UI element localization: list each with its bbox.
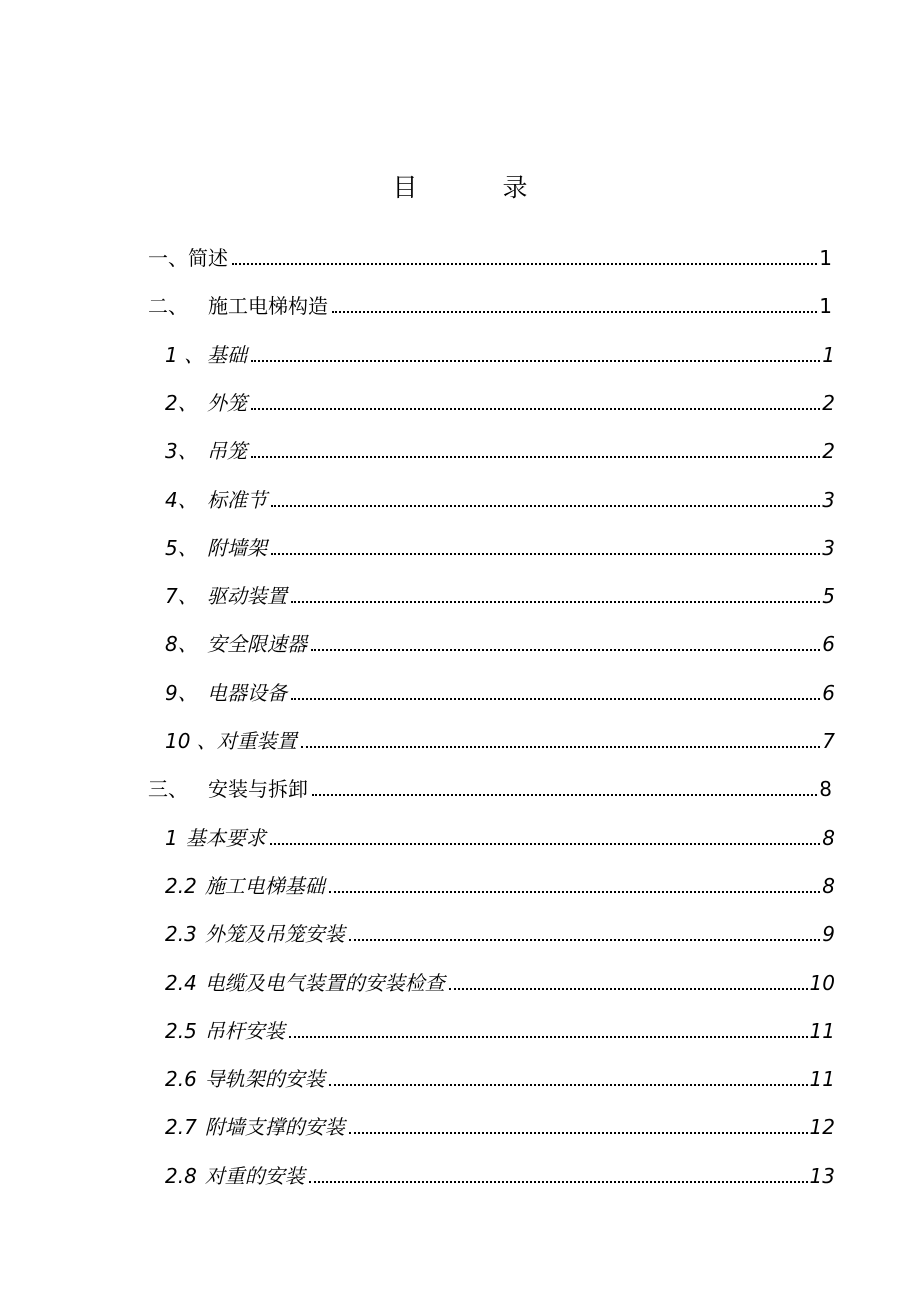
toc-entry-page: 11: [809, 1018, 835, 1043]
toc-entry-number: 5、: [165, 535, 198, 560]
toc-entry[interactable]: [148, 773, 832, 803]
toc-entry-number: 4、: [165, 487, 198, 512]
toc-entry-page: 12: [809, 1115, 835, 1140]
dot-leader: [232, 263, 817, 265]
toc-entry[interactable]: [165, 339, 835, 369]
toc-entry-number: 2.5: [165, 1018, 197, 1043]
dot-leader: [291, 601, 820, 603]
toc-entry-label: 外笼及吊笼安装: [204, 922, 345, 947]
toc-entry-number: 二、: [148, 294, 188, 319]
toc-entry-number: 2.8: [165, 1163, 197, 1188]
toc-entry-label: 外笼: [207, 390, 247, 415]
toc-entry[interactable]: [165, 387, 835, 417]
dot-leader: [312, 794, 817, 796]
toc-entry-number: 三、: [148, 777, 188, 802]
toc-entry-label: 简述: [188, 246, 228, 270]
toc-entry-number: 9、: [165, 680, 198, 705]
toc-entry-page: 7: [822, 729, 835, 753]
toc-entry-page: 13: [809, 1163, 835, 1188]
dot-leader: [270, 843, 821, 845]
toc-title: 目 录: [392, 173, 558, 202]
toc-entry-label: 电缆及电气装置的安装检查: [204, 970, 445, 995]
toc-entry-page: 5: [822, 584, 835, 609]
toc-entry-label: 吊笼: [207, 439, 247, 464]
toc-entry[interactable]: [165, 628, 835, 658]
toc-entry-number: 10 、: [165, 729, 217, 753]
dot-leader: [271, 505, 820, 507]
toc-entry-number: 1: [165, 825, 178, 850]
dot-leader: [271, 553, 820, 555]
toc-entry-page: 1: [822, 342, 835, 367]
toc-entry[interactable]: [165, 1111, 835, 1141]
toc-entry-label: 施工电梯构造: [208, 294, 328, 319]
toc-entry-label: 基础: [207, 342, 247, 367]
toc-entry[interactable]: [165, 1160, 835, 1190]
dot-leader: [449, 988, 808, 990]
toc-entry-number: 3、: [165, 439, 198, 464]
toc-entry-label: 对重的安装: [204, 1163, 305, 1188]
dot-leader: [251, 408, 820, 410]
toc-entry-label: 导轨架的安装: [204, 1067, 325, 1092]
toc-entry-label: 安装与拆卸: [208, 777, 308, 802]
dot-leader: [311, 649, 820, 651]
toc-entry[interactable]: [148, 290, 832, 320]
toc-entry-number: 2.2: [165, 873, 197, 898]
toc-entry-number: 7、: [165, 584, 198, 609]
toc-entry[interactable]: [165, 967, 835, 997]
dot-leader: [301, 746, 820, 748]
toc-entry-label: 安全限速器: [207, 632, 307, 657]
dot-leader: [329, 1084, 808, 1086]
dot-leader: [329, 891, 820, 893]
toc-entry-page: 1: [819, 246, 832, 270]
toc-entry-number: 2.6: [165, 1067, 197, 1092]
toc-entry-number: 2.3: [165, 922, 197, 947]
toc-entry-label: 驱动装置: [207, 584, 287, 609]
dot-leader: [332, 311, 817, 313]
dot-leader: [349, 1132, 808, 1134]
toc-entry-number: 2.4: [165, 970, 197, 995]
toc-entry[interactable]: [165, 677, 835, 707]
toc-entry[interactable]: [165, 1063, 835, 1093]
toc-entry-page: 2: [822, 390, 835, 415]
toc-entry-label: 附墙支撑的安装: [204, 1115, 345, 1140]
toc-entry-page: 2: [822, 439, 835, 464]
dot-leader: [309, 1181, 808, 1183]
toc-entry-number: 8、: [165, 632, 198, 657]
toc-entry[interactable]: [165, 822, 835, 852]
toc-entry-page: 3: [822, 487, 835, 512]
toc-entry[interactable]: [165, 918, 835, 948]
toc-entry[interactable]: [165, 435, 835, 465]
toc-entry-page: 9: [822, 922, 835, 947]
toc-entry[interactable]: [165, 870, 835, 900]
toc-entry-page: 8: [822, 825, 835, 850]
dot-leader: [251, 360, 820, 362]
dot-leader: [291, 698, 820, 700]
toc-entry[interactable]: [165, 725, 835, 755]
toc-entry-number: 1 、: [165, 342, 205, 367]
toc-entry-page: 10: [809, 970, 835, 995]
toc-entry[interactable]: [165, 532, 835, 562]
toc-entry-label: 电器设备: [207, 680, 287, 705]
toc-entry-number: 2、: [165, 390, 198, 415]
toc-entry[interactable]: [165, 1015, 835, 1045]
toc-entry-label: 对重装置: [216, 729, 297, 753]
toc-entry-label: 施工电梯基础: [204, 873, 325, 898]
toc-entry-number: 2.7: [165, 1115, 197, 1140]
toc-entry-page: 1: [819, 294, 832, 319]
toc-entry-page: 6: [822, 680, 835, 705]
dot-leader: [289, 1036, 808, 1038]
toc-entry-page: 6: [822, 632, 835, 657]
toc-entry[interactable]: [165, 580, 835, 610]
toc-entry-number: 一、: [148, 246, 188, 270]
toc-entry-page: 8: [819, 777, 832, 802]
toc-entry-label: 附墙架: [207, 535, 267, 560]
toc-entry-page: 8: [822, 873, 835, 898]
toc-entry-label: 标准节: [207, 487, 267, 512]
toc-entry-page: 3: [822, 535, 835, 560]
toc-entry[interactable]: [148, 242, 832, 272]
dot-leader: [349, 939, 820, 941]
toc-entry[interactable]: [165, 484, 835, 514]
toc-entry-label: 吊杆安装: [204, 1018, 285, 1043]
dot-leader: [251, 456, 820, 458]
toc-entry-page: 11: [809, 1067, 835, 1092]
toc-entry-label: 基本要求: [185, 825, 266, 850]
